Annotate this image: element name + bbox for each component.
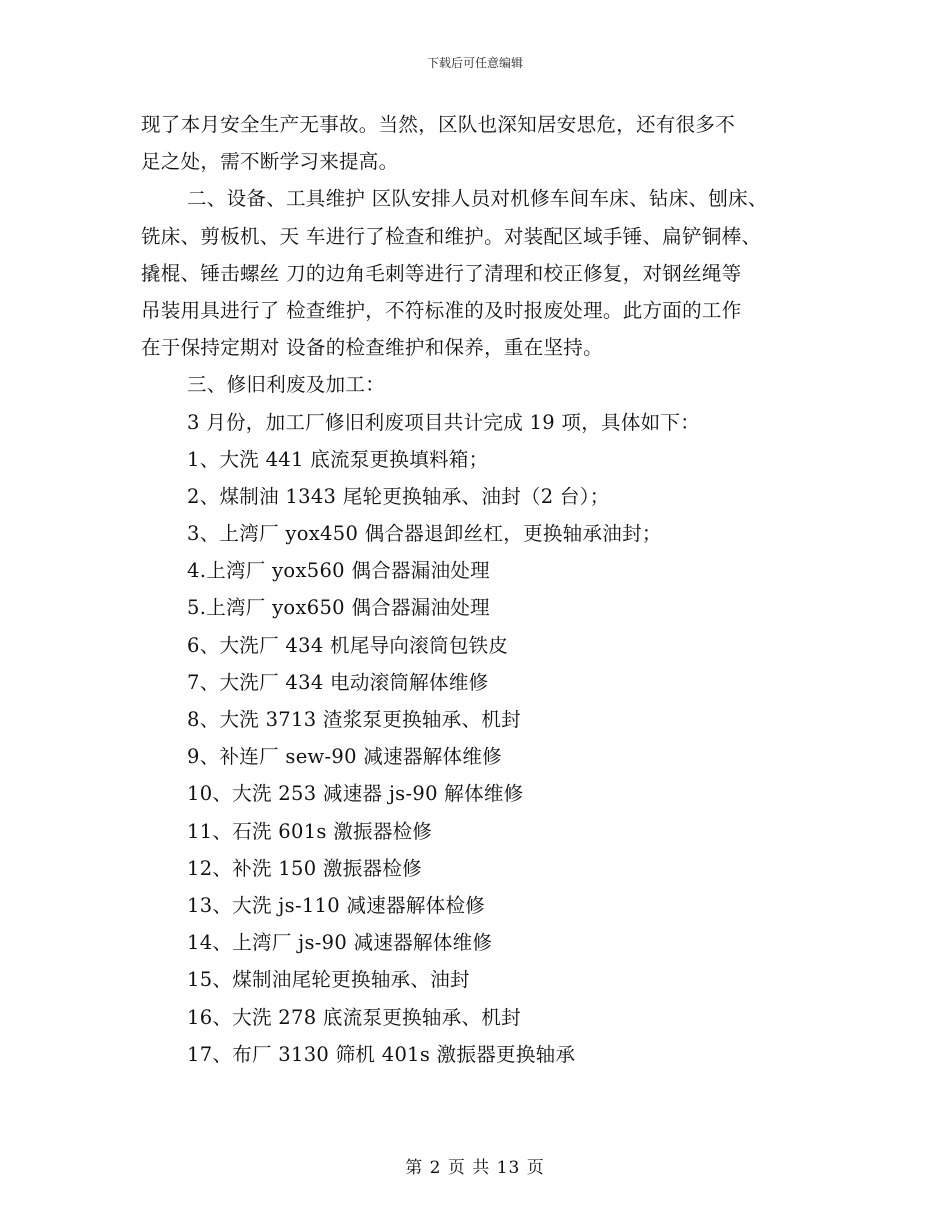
text-line: 9、补连厂 sew-90 减速器解体维修 [187,745,502,769]
text-line: 铣床、剪板机、天 车进行了检查和维护。对装配区域手锤、扁铲铜棒、 [141,224,762,248]
text-line: 在于保持定期对 设备的检查维护和保养，重在坚持。 [141,336,603,360]
text-line: 5.上湾厂 yox650 偶合器漏油处理 [187,596,490,620]
text-line: 吊装用具进行了 检查维护，不符标准的及时报废处理。此方面的工作 [141,298,742,322]
text-line: 三、修旧利废及加工： [187,373,386,397]
text-line: 12、补洗 150 激振器检修 [187,856,422,880]
page-footer: 第 2 页 共 13 页 [405,1158,545,1178]
text-line: 4.上湾厂 yox560 偶合器漏油处理 [187,559,490,583]
text-line: 7、大洗厂 434 电动滚筒解体维修 [187,670,489,694]
text-line: 2、煤制油 1343 尾轮更换轴承、油封（2 台）； [187,484,610,508]
text-line: 3、上湾厂 yox450 偶合器退卸丝杠，更换轴承油封； [187,522,662,546]
text-line: 14、上湾厂 js-90 减速器解体维修 [187,931,493,955]
text-line: 足之处，需不断学习来提高。 [141,150,399,174]
text-line: 6、大洗厂 434 机尾导向滚筒包铁皮 [187,633,509,657]
text-line: 1、大洗 441 底流泵更换填料箱； [187,447,489,471]
text-line: 17、布厂 3130 筛机 401s 激振器更换轴承 [187,1042,576,1066]
text-line: 13、大洗 js-110 减速器解体检修 [187,893,486,917]
text-line: 16、大洗 278 底流泵更换轴承、机封 [187,1005,521,1029]
text-line: 10、大洗 253 减速器 js-90 解体维修 [187,782,524,806]
text-line: 11、石洗 601s 激振器检修 [187,819,433,843]
page-header: 下载后可任意编辑 [426,56,523,70]
text-line: 8、大洗 3713 渣浆泵更换轴承、机封 [187,708,521,731]
text-line: 二、设备、工具维护 区队安排人员对机修车间车床、钻床、刨床、 [187,187,768,211]
text-line: 15、煤制油尾轮更换轴承、油封 [187,968,470,992]
document-body [141,106,831,1073]
text-line: 撬棍、锤击螺丝 刀的边角毛刺等进行了清理和校正修复，对钢丝绳等 [141,261,742,285]
text-line: 3 月份，加工厂修旧利废项目共计完成 19 项，具体如下： [187,410,701,434]
text-line: 现了本月安全生产无事故。当然，区队也深知居安思危，还有很多不 [141,113,736,136]
